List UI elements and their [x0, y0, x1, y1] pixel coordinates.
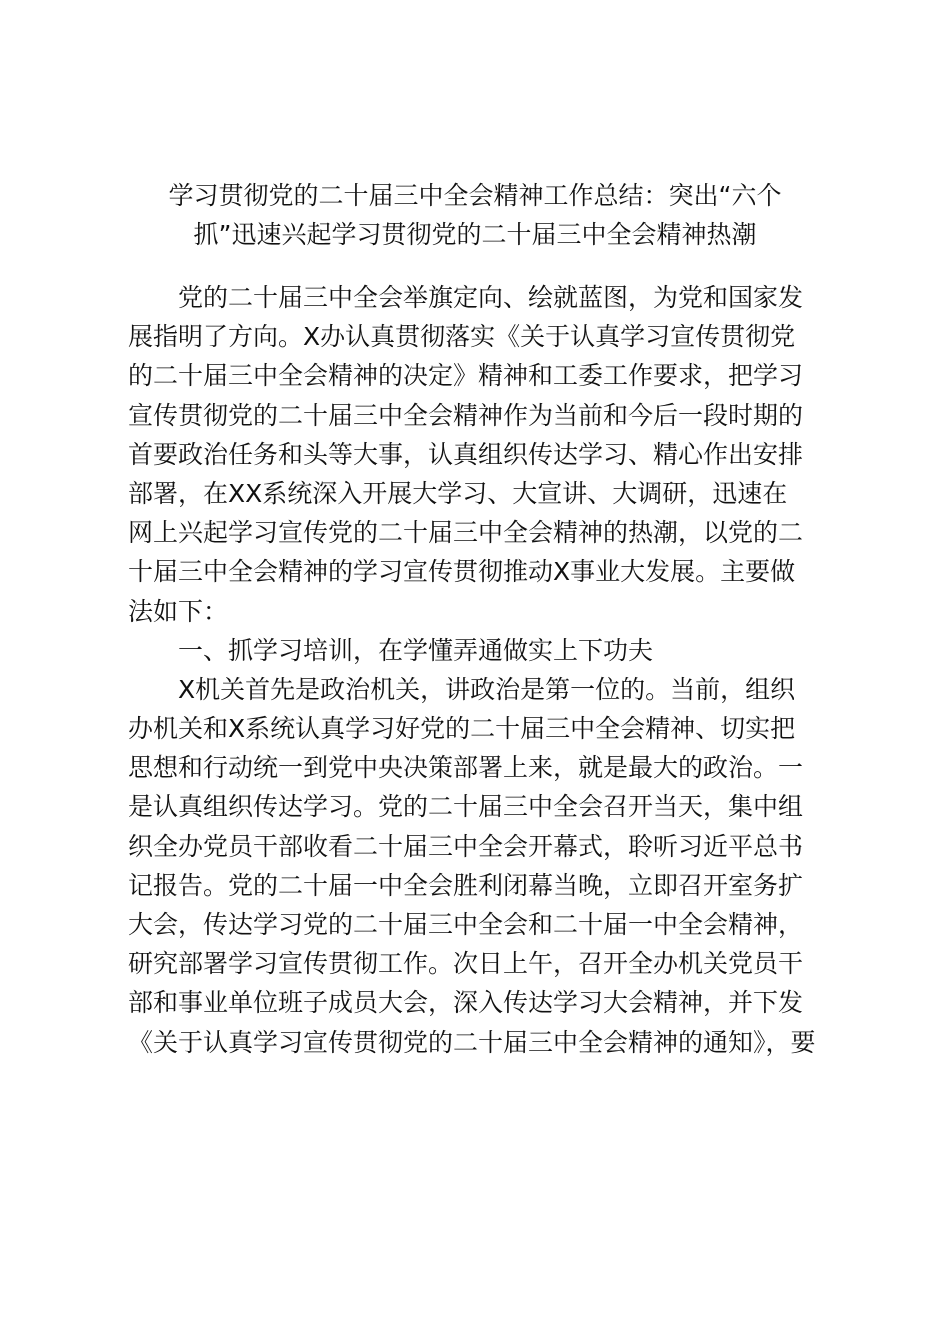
paragraph-line: 《关于认真学习宣传贯彻党的二十届三中全会精神的通知》，要: [128, 1027, 816, 1057]
paragraph-line: 宣传贯彻党的二十届三中全会精神作为当前和今后一段时期的: [128, 400, 804, 430]
title-line: 抓”迅速兴起学习贯彻党的二十届三中全会精神热潮: [193, 220, 757, 250]
paragraph-line: 党的二十届三中全会举旗定向、绘就蓝图，为党和国家发: [178, 283, 804, 312]
paragraph-line: 办机关和X系统认真学习好党的二十届三中全会精神、切实把: [128, 714, 796, 744]
paragraph-line: 大会，传达学习党的二十届三中全会和二十届一中全会精神，: [128, 910, 804, 939]
paragraph-line: 的二十届三中全会精神的决定》精神和工委工作要求，把学习: [128, 361, 804, 391]
paragraph-section1: [128, 670, 828, 1062]
paragraph-line: 思想和行动统一到党中央决策部署上来，就是最大的政治。一: [128, 753, 804, 783]
title-line: 学习贯彻党的二十届三中全会精神工作总结：突出“六个: [168, 181, 782, 210]
paragraph-line: X机关首先是政治机关，讲政治是第一位的。当前，组织: [178, 674, 796, 704]
paragraph-line: 是认真组织传达学习。党的二十届三中全会召开当天，集中组: [128, 792, 804, 822]
paragraph-line: 织全办党员干部收看二十届三中全会开幕式，聆听习近平总书: [128, 831, 804, 861]
paragraph-line: 网上兴起学习宣传党的二十届三中全会精神的热潮，以党的二: [128, 518, 804, 548]
paragraph-intro: [128, 278, 828, 631]
paragraph-line: 部和事业单位班子成员大会，深入传达学习大会精神，并下发: [128, 988, 804, 1018]
paragraph-line: 研究部署学习宣传贯彻工作。次日上午，召开全办机关党员干: [128, 949, 804, 979]
paragraph-line: 十届三中全会精神的学习宣传贯彻推动X事业大发展。主要做: [128, 557, 796, 587]
document-body: [128, 278, 828, 1062]
paragraph-line: 首要政治任务和头等大事，认真组织传达学习、精心作出安排: [128, 439, 804, 469]
section-heading: 一、抓学习培训，在学懂弄通做实上下功夫: [178, 635, 654, 665]
paragraph-line: 展指明了方向。X办认真贯彻落实《关于认真学习宣传贯彻党: [128, 322, 796, 352]
paragraph-line: 记报告。党的二十届一中全会胜利闭幕当晚，立即召开室务扩: [128, 870, 804, 900]
paragraph-line: 部署，在XX系统深入开展大学习、大宣讲、大调研，迅速在: [128, 478, 788, 508]
paragraph-line: 法如下：: [128, 596, 229, 626]
document-title: [100, 176, 850, 254]
